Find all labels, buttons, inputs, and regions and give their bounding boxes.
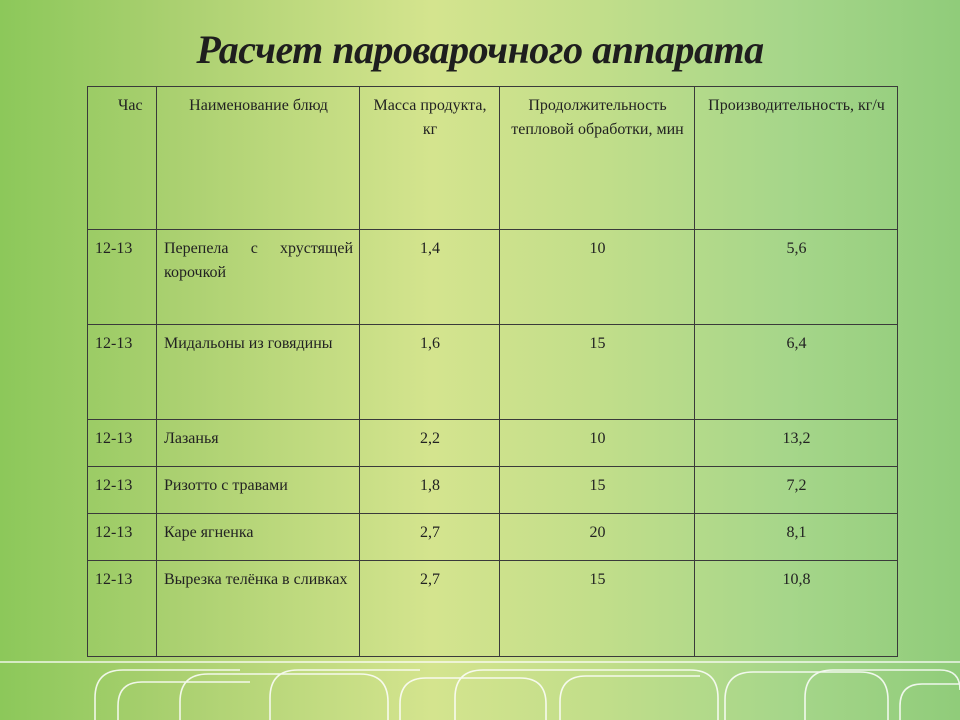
table-header-row (88, 87, 898, 230)
cell-duration: 15 (500, 325, 695, 420)
table-row (88, 514, 898, 561)
cell-duration: 10 (500, 230, 695, 325)
cell-hour: 12-13 (88, 514, 157, 561)
cell-productivity: 10,8 (695, 561, 898, 657)
cell-dish: Лазанья (157, 420, 360, 467)
cell-productivity: 13,2 (695, 420, 898, 467)
cell-duration: 20 (500, 514, 695, 561)
cell-dish: Мидальоны из говядины (157, 325, 360, 420)
calculation-table (87, 86, 898, 657)
cell-hour: 12-13 (88, 325, 157, 420)
table-row (88, 325, 898, 420)
cell-duration: 15 (500, 467, 695, 514)
table-row (88, 230, 898, 325)
cell-dish: Каре ягненка (157, 514, 360, 561)
table-row (88, 467, 898, 514)
cell-productivity: 6,4 (695, 325, 898, 420)
cell-duration: 10 (500, 420, 695, 467)
cell-mass: 1,6 (360, 325, 500, 420)
cell-mass: 2,2 (360, 420, 500, 467)
cell-hour: 12-13 (88, 561, 157, 657)
header-mass: Масса продукта, кг (360, 87, 500, 230)
cell-hour: 12-13 (88, 230, 157, 325)
cell-duration: 15 (500, 561, 695, 657)
cell-productivity: 7,2 (695, 467, 898, 514)
cell-dish: Перепела с хрустящей корочкой (157, 230, 360, 325)
cell-mass: 1,4 (360, 230, 500, 325)
cell-productivity: 8,1 (695, 514, 898, 561)
header-hour: Час (88, 87, 157, 230)
cell-mass: 2,7 (360, 561, 500, 657)
header-duration: Продолжительность тепловой обработки, мин (500, 87, 695, 230)
cell-hour: 12-13 (88, 420, 157, 467)
decorative-arch-pattern (0, 658, 960, 720)
cell-dish: Ризотто с травами (157, 467, 360, 514)
cell-dish: Вырезка телёнка в сливках (157, 561, 360, 657)
header-productivity: Производительность, кг/ч (695, 87, 898, 230)
table-row (88, 561, 898, 657)
slide-title: Расчет пароварочного аппарата (196, 27, 764, 72)
cell-productivity: 5,6 (695, 230, 898, 325)
cell-mass: 1,8 (360, 467, 500, 514)
cell-mass: 2,7 (360, 514, 500, 561)
cell-hour: 12-13 (88, 467, 157, 514)
table-row (88, 420, 898, 467)
header-dish-name: Наименование блюд (157, 87, 360, 230)
